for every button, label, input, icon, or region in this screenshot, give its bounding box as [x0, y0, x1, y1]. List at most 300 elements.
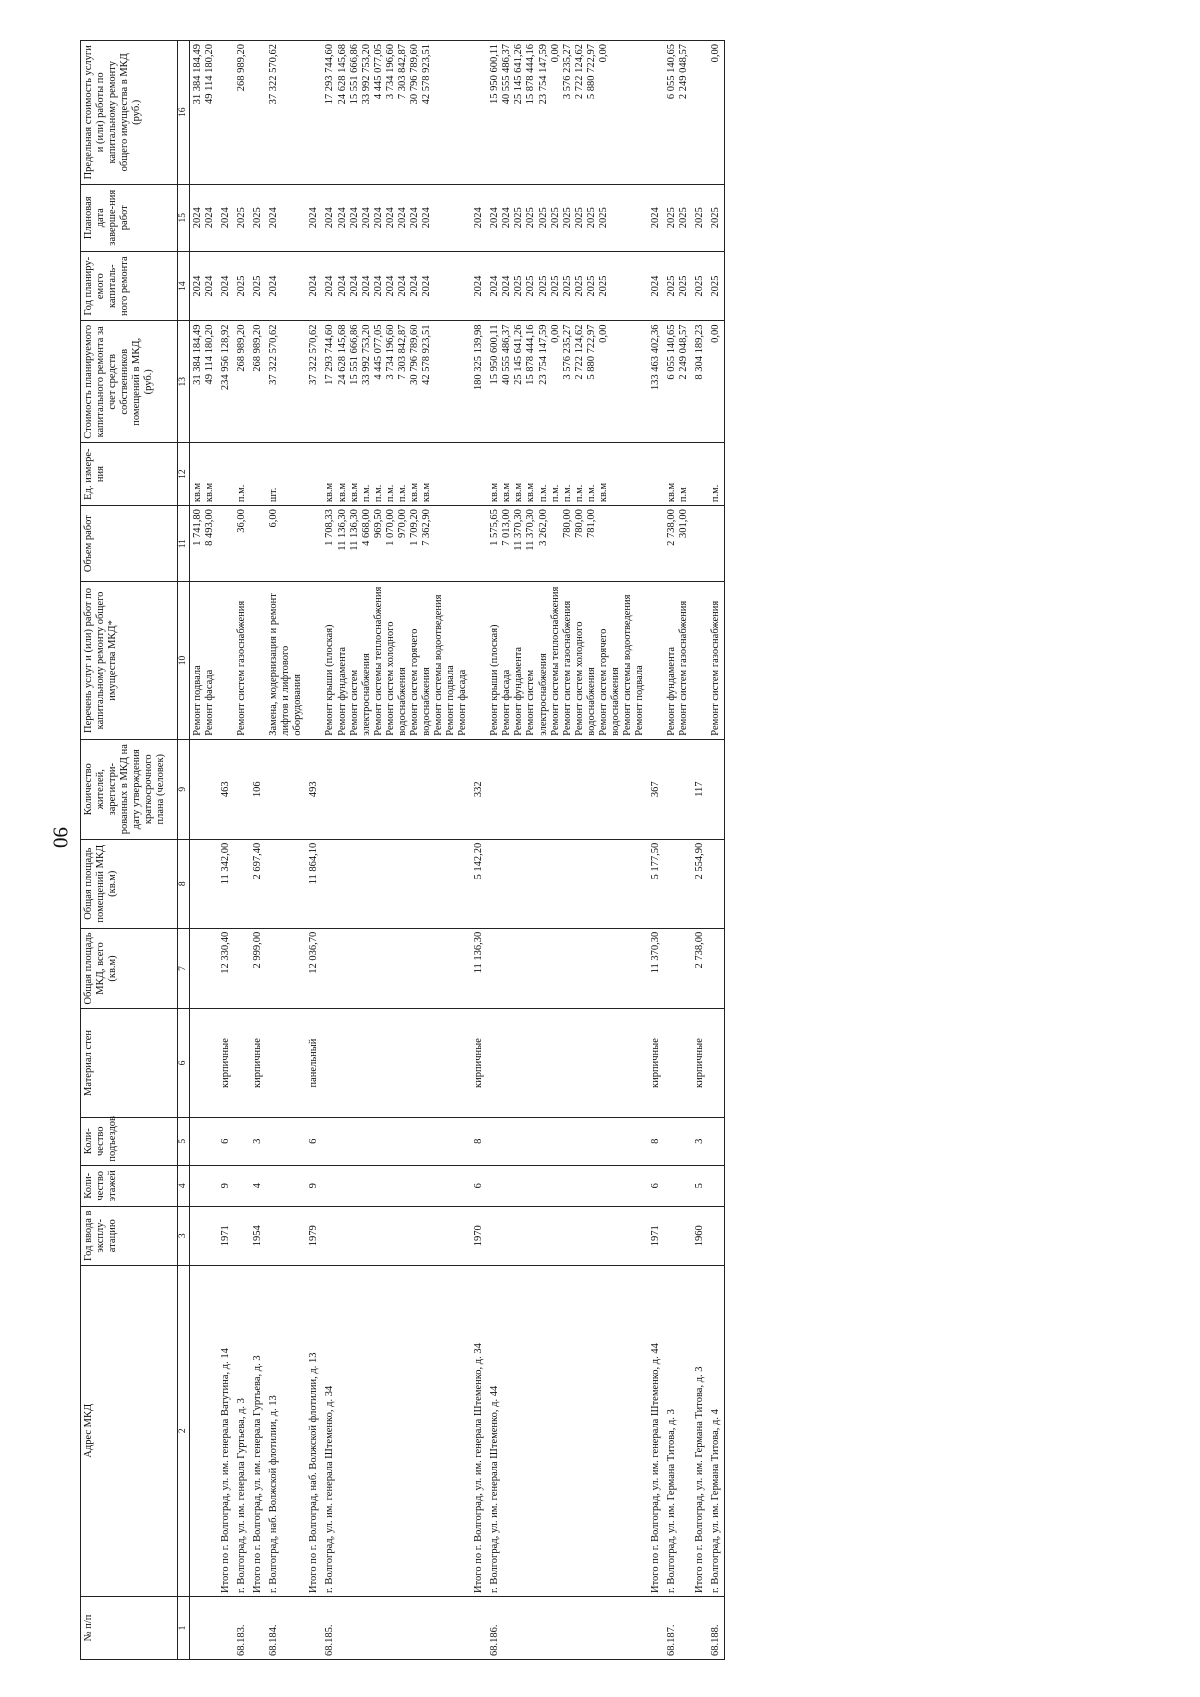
works-cell-item: Ремонт фундамента [336, 646, 348, 736]
planned-year-cell-item: 2024 [203, 275, 215, 297]
works-cell-item: Ремонт фундамента [513, 646, 525, 736]
residents-cell: 367 [648, 739, 664, 839]
unit-cell-item: п.м. [549, 484, 561, 503]
planned-year-cell-item: 2024 [372, 275, 384, 297]
cost-cell-item: 0,00 [549, 324, 561, 343]
cost-cell-item: 15 950 600,11 [489, 324, 501, 385]
premises-area-cell [664, 839, 692, 928]
limit-cost-cell-item: 49 114 180,20 [203, 44, 215, 104]
cost-cell-item: 15 551 666,86 [348, 324, 360, 385]
unit-cell-item: п.м. [561, 484, 573, 503]
table-row [189, 41, 218, 1660]
volume-cell [306, 506, 322, 582]
cost-cell [648, 321, 664, 443]
table-row [692, 41, 708, 1660]
unit-cell [189, 443, 218, 506]
works-cell [189, 582, 218, 740]
unit-cell-item: кв.м [324, 482, 336, 503]
floors-cell [487, 1165, 648, 1206]
premises-area-cell: 2 697,40 [250, 839, 266, 928]
residents-cell [664, 739, 692, 839]
unit-cell-item: кв.м [203, 482, 215, 503]
premises-area-cell: 11 864,10 [306, 839, 322, 928]
column-header: Коли-чество этажей [81, 1165, 178, 1206]
limit-cost-cell-item: 24 628 145,68 [336, 44, 348, 105]
works-cell-item: Замена, модернизация и ремонт лифтов и лифтового оборудования [268, 593, 304, 736]
works-cell-item: Ремонт фасада [501, 669, 513, 736]
row-number: 68.183. [234, 1596, 250, 1659]
column-header: Общая площадь МКД, всего (кв.м) [81, 928, 178, 1008]
limit-cost-cell-item: 0,00 [710, 44, 722, 63]
limit-cost-cell [487, 41, 648, 185]
completion-date-cell-item: 2024 [191, 207, 203, 229]
completion-date-cell-item: 2025 [561, 207, 573, 229]
completion-date-cell [471, 184, 487, 251]
total-area-cell [708, 928, 725, 1008]
row-number [218, 1596, 234, 1659]
column-header: Год ввода в эксплу-атацию [81, 1206, 178, 1265]
planned-year-cell-item: 2025 [573, 275, 585, 297]
works-cell-item: Ремонт системы водоотведения [621, 594, 633, 736]
completion-date-cell-item: 2024 [650, 207, 662, 229]
address-cell: Итого по г. Волгоград, ул. им. генерала Штеменко, д. 44 [648, 1265, 664, 1596]
table-row [471, 41, 487, 1660]
planned-year-cell-item: 2024 [384, 275, 396, 297]
planned-year-cell [487, 251, 648, 321]
limit-cost-cell-item: 40 555 486,37 [501, 44, 513, 105]
limit-cost-cell-item: 0,00 [597, 44, 609, 63]
total-area-cell [234, 928, 250, 1008]
completion-date-cell-item: 2025 [666, 207, 678, 229]
planned-year-cell-item: 2025 [513, 275, 525, 297]
volume-cell [234, 506, 250, 582]
column-number: 9 [178, 739, 190, 839]
cost-cell [664, 321, 692, 443]
completion-date-cell-item: 2024 [384, 207, 396, 229]
floors-cell: 5 [692, 1165, 708, 1206]
cost-cell [218, 321, 234, 443]
column-number-row [178, 41, 190, 1660]
limit-cost-cell-item: 37 322 570,62 [268, 44, 280, 105]
limit-cost-cell-item: 30 796 789,60 [408, 44, 420, 105]
cost-cell-item: 30 796 789,60 [408, 324, 420, 385]
limit-cost-cell [708, 41, 725, 185]
completion-date-cell-item: 2025 [710, 207, 722, 229]
volume-cell-item [550, 509, 562, 578]
completion-date-cell-item: 2024 [420, 207, 432, 229]
planned-year-cell-item: 2025 [666, 275, 678, 297]
cost-cell-item: 24 628 145,68 [336, 324, 348, 385]
planned-year-cell-item: 2024 [489, 275, 501, 297]
volume-cell [708, 506, 725, 582]
unit-cell-item: кв.м [489, 482, 501, 503]
page-number: 90 [48, 827, 73, 848]
entrances-cell: 6 [306, 1117, 322, 1165]
cost-cell-item: 25 145 641,26 [513, 324, 525, 385]
works-cell-item: Ремонт фасада [457, 669, 469, 736]
works-cell-item: Ремонт подвала [191, 665, 203, 736]
planned-year-cell-item: 2024 [501, 275, 513, 297]
unit-cell-item: кв.м [666, 482, 678, 503]
limit-cost-cell-item: 7 303 842,87 [396, 44, 408, 100]
unit-cell-item: п.м. [710, 484, 722, 503]
works-cell [664, 582, 692, 740]
works-cell-item: Ремонт крыши (плоская) [489, 624, 501, 736]
unit-cell-item: п.м. [372, 484, 384, 503]
wall-material-cell: кирпичные [471, 1009, 487, 1118]
limit-cost-cell-item: 0,00 [549, 44, 561, 63]
volume-cell-item: 7 013,00 [501, 509, 513, 546]
table-row [708, 41, 725, 1660]
limit-cost-cell-item: 15 950 600,11 [489, 44, 501, 104]
premises-area-cell [189, 839, 218, 928]
completion-date-cell-item: 2025 [252, 207, 264, 229]
year-built-cell [234, 1206, 250, 1265]
floors-cell: 9 [306, 1165, 322, 1206]
completion-date-cell [250, 184, 266, 251]
unit-cell [692, 443, 708, 506]
premises-area-cell: 11 342,00 [218, 839, 234, 928]
unit-cell-item: п.м [678, 487, 690, 503]
cost-cell-item: 23 754 147,59 [537, 324, 549, 385]
unit-cell-item: п.м. [573, 484, 585, 503]
row-number: 68.187. [664, 1596, 692, 1659]
works-cell [487, 582, 648, 740]
completion-date-cell-item: 2024 [396, 207, 408, 229]
works-cell-item: Ремонт крыши (плоская) [324, 624, 336, 736]
completion-date-cell-item: 2024 [408, 207, 420, 229]
cost-cell [250, 321, 266, 443]
works-cell [306, 582, 322, 740]
residents-cell [234, 739, 250, 839]
wall-material-cell: кирпичные [692, 1009, 708, 1118]
planned-year-cell-item: 2025 [537, 275, 549, 297]
volume-cell-item: 781,00 [585, 509, 597, 539]
works-cell [708, 582, 725, 740]
planned-year-cell-item: 2024 [308, 275, 320, 297]
column-header: № п/п [81, 1596, 178, 1659]
column-number: 2 [178, 1265, 190, 1596]
planned-year-cell-item: 2024 [360, 275, 372, 297]
limit-cost-cell-item: 17 293 744,60 [324, 44, 336, 105]
residents-cell [266, 739, 306, 839]
wall-material-cell [266, 1009, 306, 1118]
address-cell: Итого по г. Волгоград, ул. им. Германа Титова, д. 3 [692, 1265, 708, 1596]
works-cell [471, 582, 487, 740]
cost-cell-item: 2 249 048,57 [678, 324, 690, 380]
entrances-cell: 6 [218, 1117, 234, 1165]
floors-cell: 9 [218, 1165, 234, 1206]
volume-cell [487, 506, 648, 582]
total-area-cell: 2 738,00 [692, 928, 708, 1008]
year-built-cell: 1954 [250, 1206, 266, 1265]
floors-cell [234, 1165, 250, 1206]
works-cell [218, 582, 234, 740]
limit-cost-cell [648, 41, 664, 185]
unit-cell [234, 443, 250, 506]
total-area-cell: 11 370,30 [648, 928, 664, 1008]
cost-cell-item: 42 578 923,51 [420, 324, 432, 385]
completion-date-cell-item: 2025 [597, 207, 609, 229]
cost-cell [708, 321, 725, 443]
volume-cell-item: 6,00 [268, 509, 280, 528]
address-cell: г. Волгоград, ул. им. генерала Штеменко, д. 44 [487, 1265, 648, 1596]
premises-area-cell [266, 839, 306, 928]
cost-cell-item: 33 992 753,20 [360, 324, 372, 385]
cost-cell-item: 268 989,20 [252, 324, 264, 372]
cost-cell-item: 180 325 139,98 [473, 324, 485, 391]
volume-cell-item: 970,00 [396, 509, 408, 539]
row-number [306, 1596, 322, 1659]
column-header: Коли-чество подъездов [81, 1117, 178, 1165]
volume-cell-item: 11 136,30 [348, 509, 360, 551]
entrances-cell: 3 [692, 1117, 708, 1165]
volume-cell [250, 506, 266, 582]
cost-cell [471, 321, 487, 443]
cost-cell-item: 0,00 [710, 324, 722, 343]
address-cell: г. Волгоград, ул. им. генерала Гуртьева, д. 3 [234, 1265, 250, 1596]
row-number [471, 1596, 487, 1659]
completion-date-cell [189, 184, 218, 251]
works-cell-item: Ремонт систем газоснабжения [678, 600, 690, 736]
limit-cost-cell [189, 41, 218, 185]
entrances-cell [487, 1117, 648, 1165]
limit-cost-cell [218, 41, 234, 185]
wall-material-cell: кирпичные [648, 1009, 664, 1118]
completion-date-cell [487, 184, 648, 251]
completion-date-cell-item: 2024 [348, 207, 360, 229]
volume-cell [692, 506, 708, 582]
works-cell-item: Ремонт подвала [445, 665, 457, 736]
total-area-cell [487, 928, 648, 1008]
planned-year-cell-item: 2025 [694, 275, 706, 297]
table-row [648, 41, 664, 1660]
limit-cost-cell-item: 4 445 077,05 [372, 44, 384, 100]
planned-year-cell-item: 2025 [236, 275, 248, 297]
volume-cell-item: 301,00 [678, 509, 690, 539]
residents-cell [322, 739, 471, 839]
planned-year-cell-item: 2025 [597, 275, 609, 297]
completion-date-cell [648, 184, 664, 251]
row-number [189, 1596, 218, 1659]
address-cell: г. Волгоград, ул. им. Германа Титова, д. 4 [708, 1265, 725, 1596]
total-area-cell: 2 999,00 [250, 928, 266, 1008]
volume-cell [664, 506, 692, 582]
cost-cell-item: 17 293 744,60 [324, 324, 336, 385]
completion-date-cell-item: 2024 [336, 207, 348, 229]
limit-cost-cell-item: 3 576 235,27 [561, 44, 573, 100]
volume-cell-item: 780,00 [573, 509, 585, 539]
residents-cell [487, 739, 648, 839]
completion-date-cell-item: 2025 [525, 207, 537, 229]
address-cell: г. Волгоград, ул. им. генерала Штеменко, д. 34 [322, 1265, 471, 1596]
volume-cell [266, 506, 306, 582]
unit-cell-item: п.м. [236, 484, 248, 503]
year-built-cell: 1971 [218, 1206, 234, 1265]
volume-cell-item: 4 668,00 [360, 509, 372, 546]
cost-cell-item: 8 304 189,23 [694, 324, 706, 380]
completion-date-cell [234, 184, 250, 251]
unit-cell [250, 443, 266, 506]
residents-cell: 106 [250, 739, 266, 839]
planned-year-cell-item: 2025 [525, 275, 537, 297]
cost-cell-item: 2 722 124,62 [573, 324, 585, 380]
total-area-cell [664, 928, 692, 1008]
works-cell-item: Ремонт фундамента [666, 646, 678, 736]
unit-cell [306, 443, 322, 506]
year-built-cell [322, 1206, 471, 1265]
residents-cell: 117 [692, 739, 708, 839]
unit-cell-item: кв.м [501, 482, 513, 503]
table-row [266, 41, 306, 1660]
cost-cell-item: 234 956 128,92 [220, 324, 232, 391]
year-built-cell [487, 1206, 648, 1265]
volume-cell-item: 8 493,00 [203, 509, 215, 546]
table-row [306, 41, 322, 1660]
wall-material-cell: кирпичные [218, 1009, 234, 1118]
cost-cell [487, 321, 648, 443]
completion-date-cell [692, 184, 708, 251]
limit-cost-cell-item: 23 754 147,59 [537, 44, 549, 105]
limit-cost-cell-item: 268 989,20 [236, 44, 248, 92]
limit-cost-cell-item: 6 055 140,65 [666, 44, 678, 100]
completion-date-cell-item: 2024 [372, 207, 384, 229]
planned-year-cell [189, 251, 218, 321]
premises-area-cell: 5 142,20 [471, 839, 487, 928]
planned-year-cell-item: 2024 [220, 275, 232, 297]
column-number: 5 [178, 1117, 190, 1165]
rotated-table-container [80, 40, 1200, 1660]
entrances-cell [708, 1117, 725, 1165]
volume-cell-item: 1 575,65 [489, 509, 501, 546]
year-built-cell: 1960 [692, 1206, 708, 1265]
unit-cell-item: кв.м [513, 482, 525, 503]
entrances-cell [266, 1117, 306, 1165]
volume-cell-item: 1 709,20 [408, 509, 420, 546]
limit-cost-cell-item: 2 249 048,57 [678, 44, 690, 100]
address-cell: Итого по г. Волгоград, ул. им. генерала Ватутина, д. 14 [218, 1265, 234, 1596]
table-row [322, 41, 471, 1660]
planned-year-cell [648, 251, 664, 321]
limit-cost-cell [664, 41, 692, 185]
limit-cost-cell-item: 33 992 753,20 [360, 44, 372, 105]
planned-year-cell [322, 251, 471, 321]
limit-cost-cell [471, 41, 487, 185]
entrances-cell [189, 1117, 218, 1165]
wall-material-cell [708, 1009, 725, 1118]
cost-cell [266, 321, 306, 443]
works-cell-item: Ремонт системы теплоснабжения [549, 586, 561, 736]
premises-area-cell: 2 554,90 [692, 839, 708, 928]
floors-cell [266, 1165, 306, 1206]
completion-date-cell [708, 184, 725, 251]
address-cell: Итого по г. Волгоград, ул. им. генерала Гуртьева, д. 3 [250, 1265, 266, 1596]
table-row [487, 41, 648, 1660]
cost-cell [189, 321, 218, 443]
floors-cell [664, 1165, 692, 1206]
column-number: 7 [178, 928, 190, 1008]
volume-cell-item: 1 741,80 [191, 509, 203, 546]
floors-cell [189, 1165, 218, 1206]
works-cell-item: Ремонт системы водоотведения [433, 594, 445, 736]
column-header: Адрес МКД [81, 1265, 178, 1596]
works-cell [250, 582, 266, 740]
cost-cell-item: 31 384 184,49 [191, 324, 203, 385]
premises-area-cell [487, 839, 648, 928]
premises-area-cell [234, 839, 250, 928]
works-cell-item: Ремонт систем горячего водоснабжения [597, 628, 621, 736]
entrances-cell [322, 1117, 471, 1165]
works-cell-item: Ремонт систем газоснабжения [561, 600, 573, 736]
completion-date-cell-item: 2024 [203, 207, 215, 229]
limit-cost-cell-item: 42 578 923,51 [420, 44, 432, 105]
unit-cell-item: кв.м [597, 482, 609, 503]
volume-cell [471, 506, 487, 582]
completion-date-cell [266, 184, 306, 251]
cost-cell-item: 15 878 444,16 [525, 324, 537, 385]
volume-cell-item: 36,00 [236, 509, 248, 533]
wall-material-cell [487, 1009, 648, 1118]
column-number: 3 [178, 1206, 190, 1265]
works-cell [322, 582, 471, 740]
works-cell-item: Ремонт систем газоснабжения [710, 600, 722, 736]
entrances-cell [664, 1117, 692, 1165]
address-cell: г. Волгоград, ул. им. Германа Титова, д. 3 [664, 1265, 692, 1596]
works-cell [648, 582, 664, 740]
entrances-cell [234, 1117, 250, 1165]
column-header: Перечень услуг и (или) работ по капитальному ремонту общего имущества МКД* [81, 582, 178, 740]
completion-date-cell [664, 184, 692, 251]
volume-cell-item: 3 262,00 [537, 509, 549, 546]
unit-cell [266, 443, 306, 506]
column-header: Предельная стоимость услуги и (или) работы по капитальному ремонту общего имущества в МКД (руб.) [81, 41, 178, 185]
column-number: 13 [178, 321, 190, 443]
limit-cost-cell-item: 5 880 722,97 [585, 44, 597, 100]
volume-cell [189, 506, 218, 582]
limit-cost-cell [250, 41, 266, 185]
unit-cell-item: п.м. [585, 484, 597, 503]
unit-cell [664, 443, 692, 506]
column-number: 6 [178, 1009, 190, 1118]
total-area-cell: 12 036,70 [306, 928, 322, 1008]
completion-date-cell-item: 2025 [236, 207, 248, 229]
volume-cell-item [710, 509, 722, 578]
year-built-cell [664, 1206, 692, 1265]
year-built-cell: 1971 [648, 1206, 664, 1265]
column-number: 15 [178, 184, 190, 251]
planned-year-cell-item: 2024 [408, 275, 420, 297]
limit-cost-cell-item: 2 722 124,62 [573, 44, 585, 100]
planned-year-cell-item: 2024 [473, 275, 485, 297]
table-row [250, 41, 266, 1660]
cost-cell-item: 268 989,20 [236, 324, 248, 372]
cost-cell [322, 321, 471, 443]
column-number: 8 [178, 839, 190, 928]
planned-year-cell [664, 251, 692, 321]
row-number [250, 1596, 266, 1659]
planned-year-cell [471, 251, 487, 321]
column-header: Общая площадь помещений МКД (кв.м) [81, 839, 178, 928]
total-area-cell [266, 928, 306, 1008]
address-cell: г. Волгоград, наб. Волжской флотилии, д. 13 [266, 1265, 306, 1596]
unit-cell [487, 443, 648, 506]
limit-cost-cell-item: 31 384 184,49 [191, 44, 203, 105]
unit-cell [648, 443, 664, 506]
column-header: Ед. измере-ния [81, 443, 178, 506]
completion-date-cell-item: 2024 [473, 207, 485, 229]
column-header: Количество жителей, зарегистри-рованных в МКД на дату утверждения краткосрочного плана (человек) [81, 739, 178, 839]
unit-cell [708, 443, 725, 506]
